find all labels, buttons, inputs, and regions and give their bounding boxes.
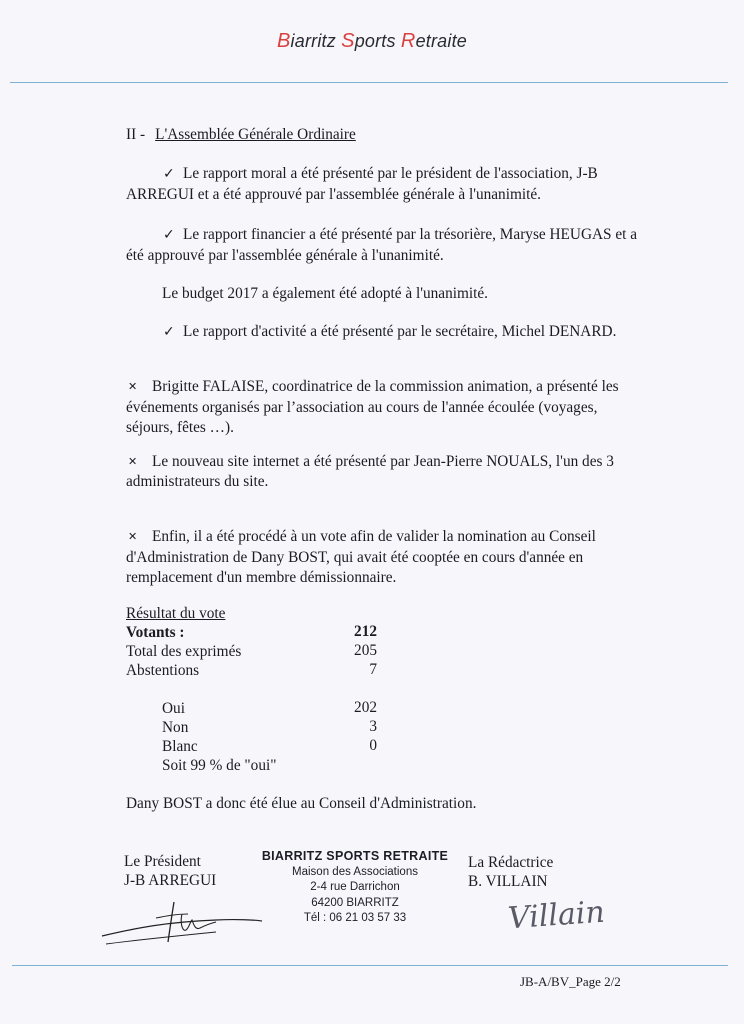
p7-line2-row	[126, 548, 583, 567]
cross-bullet-icon: ✕	[128, 455, 138, 468]
stamp-phone: Tél : 06 21 03 57 33	[303, 912, 407, 924]
paragraph-budget	[162, 284, 488, 303]
p6-line1: Le nouveau site internet a été présenté par Jean-Pierre NOUALS, l'un des 3	[152, 453, 614, 470]
redactrice-title: La Rédactrice	[468, 854, 554, 871]
paragraph-vote	[128, 527, 596, 546]
exprimes-label: Total des exprimés	[126, 643, 242, 660]
letterhead-title	[0, 30, 744, 53]
p3-text: Le budget 2017 a également été adopté à l'unanimité.	[162, 285, 488, 302]
title-part-3: etraite	[415, 31, 467, 51]
exprimes-value: 205	[354, 642, 377, 659]
abstentions-value: 7	[369, 661, 377, 678]
cross-bullet-icon: ✕	[128, 380, 138, 393]
header-divider	[10, 82, 728, 83]
p5-line2-row	[126, 398, 597, 417]
footer-divider	[12, 965, 728, 966]
title-initial-b: B	[276, 30, 291, 52]
section-heading	[126, 125, 356, 144]
p1-line2-row	[126, 185, 541, 204]
title-part-2: ports	[354, 31, 401, 51]
p2-line2: été approuvé par l'assemblée générale à l'unanimité.	[126, 247, 444, 264]
abstentions-label: Abstentions	[126, 662, 200, 679]
redactrice-block	[468, 853, 553, 891]
p7-line1: Enfin, il a été procédé à un vote afin de valider la nomination au Conseil	[152, 528, 596, 545]
check-icon: ✓	[163, 227, 175, 243]
stamp-line1: Maison des Associations	[292, 865, 418, 878]
check-icon: ✓	[163, 166, 175, 182]
section-title: L'Assemblée Générale Ordinaire	[155, 126, 356, 143]
p2-line2-row	[126, 246, 444, 265]
president-block	[124, 852, 216, 890]
vote-percentage: Soit 99 % de "oui"	[162, 757, 277, 774]
redactrice-signature: Villain	[506, 894, 606, 937]
paragraph-rapport-financier	[163, 225, 637, 245]
paragraph-rapport-moral	[163, 164, 598, 184]
p2-line1: Le rapport financier a été présenté par la trésorière, Maryse HEUGAS et a	[183, 226, 638, 243]
non-label: Non	[162, 719, 189, 736]
blanc-label: Blanc	[162, 738, 198, 755]
stamp-name: BIARRITZ SPORTS RETRAITE	[261, 849, 449, 863]
p1-line2: ARREGUI et a été approuvé par l'assemblée générale à l'unanimité.	[126, 186, 541, 203]
redactrice-name: B. VILLAIN	[468, 873, 548, 890]
paragraph-rapport-activite	[163, 322, 616, 342]
p7-line2: d'Administration de Dany BOST, qui avait été cooptée en cours d'année en	[126, 549, 584, 566]
p7-line3: remplacement d'un membre démissionnaire.	[126, 569, 397, 586]
non-value: 3	[369, 718, 377, 735]
association-stamp	[240, 849, 470, 927]
p7-line3-row	[126, 568, 396, 587]
oui-label: Oui	[162, 700, 185, 717]
cross-bullet-icon: ✕	[128, 530, 138, 543]
stamp-line2: 2-4 rue Darrichon	[310, 881, 400, 893]
paragraph-site-internet	[128, 452, 614, 471]
vote-heading: Résultat du vote	[126, 605, 226, 622]
conclusion-text: Dany BOST a donc été élue au Conseil d'Administration.	[126, 795, 477, 812]
p5-line2: événements organisés par l’association au cours de l'année écoulée (voyages,	[126, 399, 598, 416]
p5-line3-row	[126, 418, 234, 437]
p5-line1: Brigitte FALAISE, coordinatrice de la commission animation, a présenté les	[152, 378, 619, 395]
p5-line3: séjours, fêtes …).	[126, 419, 234, 436]
votants-label: Votants :	[126, 624, 185, 641]
p6-line2: administrateurs du site.	[126, 473, 269, 490]
oui-value: 202	[354, 699, 377, 716]
title-initial-s: S	[341, 30, 355, 52]
p6-line2-row	[126, 472, 268, 491]
paragraph-animation	[128, 377, 619, 396]
section-number: II -	[126, 126, 146, 143]
stamp-line3: 64200 BIARRITZ	[311, 896, 399, 909]
p4-text: Le rapport d'activité a été présenté par le secrétaire, Michel DENARD.	[183, 323, 617, 340]
page-reference: JB-A/BV_Page 2/2	[520, 974, 621, 989]
votants-value: 212	[354, 623, 377, 640]
p1-line1: Le rapport moral a été présenté par le président de l'association, J-B	[183, 165, 598, 182]
check-icon: ✓	[163, 324, 175, 340]
president-title: Le Président	[124, 853, 201, 870]
blanc-value: 0	[369, 737, 377, 754]
president-name: J-B ARREGUI	[124, 872, 217, 889]
title-part-1: iarritz	[290, 31, 342, 51]
title-initial-r: R	[400, 30, 416, 52]
